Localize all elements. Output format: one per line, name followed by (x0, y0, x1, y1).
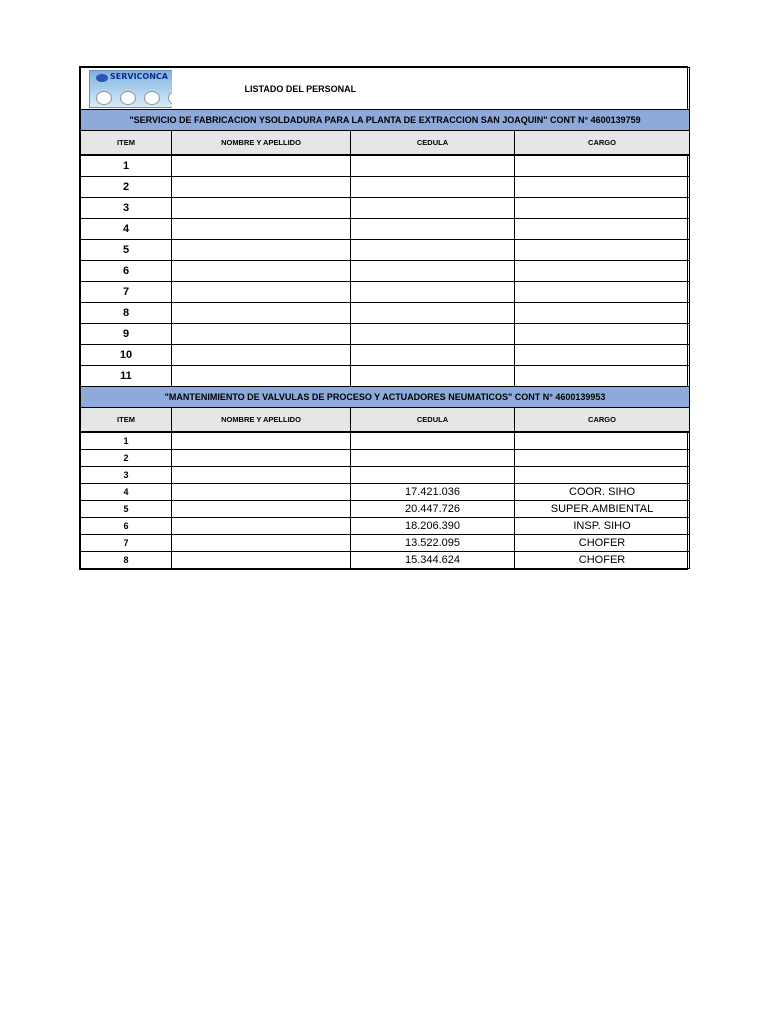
item-column-header: ITEM (81, 131, 172, 156)
name-cell (172, 450, 351, 467)
cedula-column-header: CEDULA (351, 408, 515, 433)
cedula-cell (351, 345, 515, 366)
table-row (81, 366, 690, 387)
name-cell (172, 484, 351, 501)
cargo-cell (515, 303, 690, 324)
table-row (81, 552, 690, 569)
section-title-row (81, 387, 690, 408)
table-row (81, 432, 690, 450)
name-column-header: NOMBRE Y APELLIDO (172, 131, 351, 156)
section-title-row (81, 110, 690, 131)
name-cell (172, 432, 351, 450)
table-row (81, 484, 690, 501)
name-cell (172, 261, 351, 282)
name-cell (172, 518, 351, 535)
company-logo (89, 70, 172, 108)
cedula-cell: 17.421.036 (351, 484, 515, 501)
cargo-column-header: CARGO (515, 408, 690, 433)
cargo-cell (515, 198, 690, 219)
item-cell: 10 (81, 345, 172, 366)
item-cell: 6 (81, 261, 172, 282)
name-cell (172, 282, 351, 303)
name-cell (172, 366, 351, 387)
cedula-cell: 20.447.726 (351, 501, 515, 518)
cargo-cell (515, 219, 690, 240)
cedula-cell (351, 219, 515, 240)
item-cell: 6 (81, 518, 172, 535)
table-row (81, 501, 690, 518)
column-header-row (81, 408, 690, 433)
item-cell: 2 (81, 177, 172, 198)
cedula-cell: 13.522.095 (351, 535, 515, 552)
item-cell: 11 (81, 366, 172, 387)
cedula-cell: 18.206.390 (351, 518, 515, 535)
cedula-cell (351, 324, 515, 345)
table-row (81, 467, 690, 484)
cargo-cell: SUPER.AMBIENTAL (515, 501, 690, 518)
item-cell: 3 (81, 467, 172, 484)
table-row (81, 303, 690, 324)
cedula-cell (351, 303, 515, 324)
item-cell: 4 (81, 484, 172, 501)
logo-graphic-icon (120, 91, 136, 105)
table-row (81, 535, 690, 552)
cargo-cell (515, 240, 690, 261)
name-cell (172, 535, 351, 552)
name-cell (172, 155, 351, 177)
name-cell (172, 324, 351, 345)
name-cell (172, 552, 351, 569)
cargo-cell (515, 282, 690, 303)
item-cell: 9 (81, 324, 172, 345)
item-cell: 3 (81, 198, 172, 219)
table-row (81, 240, 690, 261)
item-cell: 8 (81, 552, 172, 569)
cedula-cell (351, 177, 515, 198)
cedula-cell (351, 450, 515, 467)
item-cell: 5 (81, 501, 172, 518)
cedula-cell (351, 240, 515, 261)
cargo-cell: INSP. SIHO (515, 518, 690, 535)
personnel-table (80, 67, 690, 569)
cedula-cell: 15.344.624 (351, 552, 515, 569)
cedula-cell (351, 282, 515, 303)
name-cell (172, 303, 351, 324)
logo-graphic-icon (144, 91, 160, 105)
cargo-cell (515, 467, 690, 484)
item-column-header: ITEM (81, 408, 172, 433)
name-cell (172, 240, 351, 261)
name-cell (172, 467, 351, 484)
cargo-cell (515, 366, 690, 387)
name-cell (172, 345, 351, 366)
item-cell: 1 (81, 432, 172, 450)
logo-graphic-icon (168, 91, 172, 105)
section-title: "MANTENIMIENTO DE VALVULAS DE PROCESO Y ACTUADORES NEUMATICOS" CONT N° 4600139953 (81, 387, 690, 408)
cedula-cell (351, 261, 515, 282)
item-cell: 5 (81, 240, 172, 261)
table-row (81, 324, 690, 345)
name-cell (172, 177, 351, 198)
table-row (81, 219, 690, 240)
cedula-cell (351, 198, 515, 219)
cargo-column-header: CARGO (515, 131, 690, 156)
logo-graphic-icon (96, 91, 112, 105)
cargo-cell (515, 450, 690, 467)
table-row (81, 198, 690, 219)
table-row (81, 177, 690, 198)
cedula-cell (351, 432, 515, 450)
personnel-list-sheet (79, 66, 688, 570)
name-column-header: NOMBRE Y APELLIDO (172, 408, 351, 433)
document-title: LISTADO DEL PERSONAL (172, 68, 690, 110)
cargo-cell: CHOFER (515, 552, 690, 569)
item-cell: 7 (81, 282, 172, 303)
section-title: "SERVICIO DE FABRICACION YSOLDADURA PARA LA PLANTA DE EXTRACCION SAN JOAQUIN" CONT N° 4600139759 (81, 110, 690, 131)
name-cell (172, 198, 351, 219)
cedula-cell (351, 467, 515, 484)
name-cell (172, 219, 351, 240)
cargo-cell: COOR. SIHO (515, 484, 690, 501)
item-cell: 2 (81, 450, 172, 467)
table-row (81, 450, 690, 467)
cedula-cell (351, 366, 515, 387)
name-cell (172, 501, 351, 518)
title-row (81, 68, 690, 110)
cargo-cell (515, 261, 690, 282)
table-row (81, 155, 690, 177)
logo-swoosh-icon (96, 74, 108, 82)
column-header-row (81, 131, 690, 156)
cargo-cell (515, 432, 690, 450)
item-cell: 8 (81, 303, 172, 324)
item-cell: 4 (81, 219, 172, 240)
cedula-cell (351, 155, 515, 177)
cargo-cell (515, 345, 690, 366)
logo-cell (81, 68, 172, 110)
cargo-cell (515, 177, 690, 198)
cargo-cell: CHOFER (515, 535, 690, 552)
cargo-cell (515, 324, 690, 345)
table-row (81, 282, 690, 303)
item-cell: 1 (81, 155, 172, 177)
table-row (81, 261, 690, 282)
cedula-column-header: CEDULA (351, 131, 515, 156)
table-row (81, 345, 690, 366)
logo-wordmark: SERVICONCA (110, 71, 168, 81)
cargo-cell (515, 155, 690, 177)
item-cell: 7 (81, 535, 172, 552)
table-row (81, 518, 690, 535)
